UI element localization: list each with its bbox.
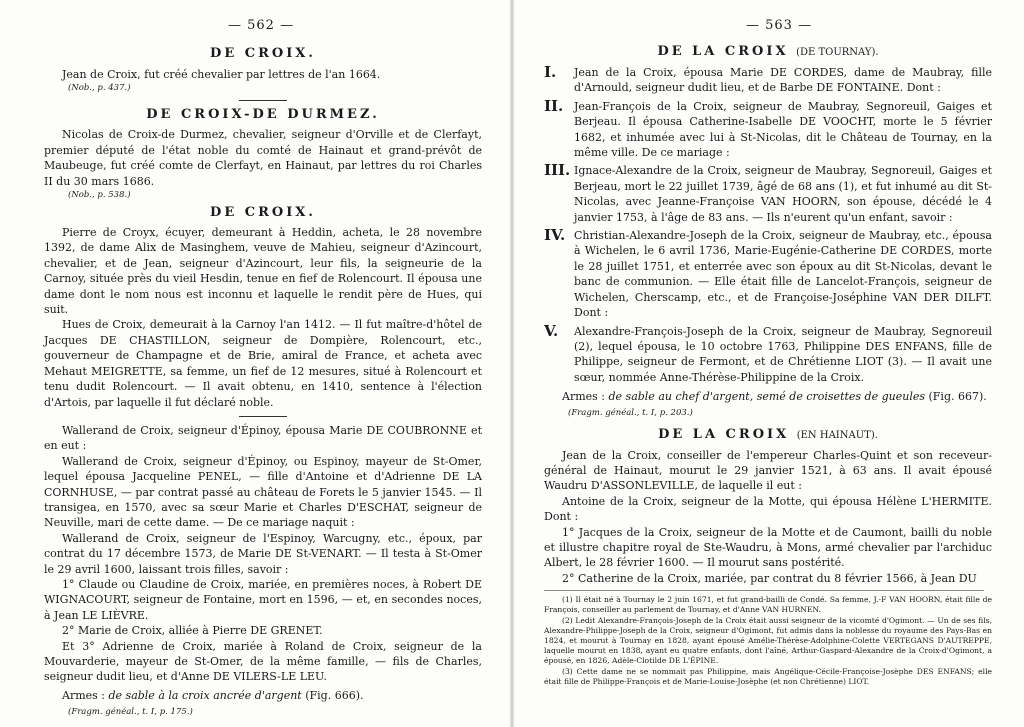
- paragraph: 2° Catherine de la Croix, mariée, par contrat du 8 février 1566, à Jean DU: [562, 571, 977, 585]
- heading: DE CROIX.: [210, 205, 316, 221]
- footnote: (3) Cette dame ne se nommait pas Philippine, mais Angélique-Cécile-Françoise-Josèphe DES ENFANS; elle était fille de Philippe-François et de Marie-Louise-Josèphe (et non Chrétienne) LIOT.: [544, 666, 992, 686]
- entry-text: Jean-François de la Croix, seigneur de Maubray, Segnoreuil, Gaiges et Berjeau. Il épousa Catherine-Isabelle DE VOOCHT, morte le 5 février 1682, et inhumée avec lui à St-Nicolas, dit le Château de Tournay, en la même ville. De ce mariage :: [574, 99, 992, 160]
- arms-figure: (Fig. 667).: [925, 390, 987, 404]
- page-number: — 563 —: [746, 18, 813, 33]
- arms-line: [44, 688, 482, 703]
- paragraph: Hues de Croix, demeurait à la Carnoy l'an 1412. — Il fut maître-d'hôtel de Jacques DE CHASTILLON, seigneur de Dompière, Rolencourt, etc., gouverneur de Champagne et de Brie, amiral de France, et acheta avec Mehaut MEIGRETTE, sa femme, un fief de 12 mesures, situé à Rolencourt et tenu dudit Rolencourt. — Il avait obtenu, en 1410, sentence à l'élection d'Artois, par laquelle il fut déclaré noble.: [44, 318, 482, 409]
- entry-text: Jean de la Croix, épousa Marie DE CORDES, dame de Maubray, fille d'Arnould, seigneur dudit lieu, et de Barbe DE FONTAINE. Dont :: [574, 66, 992, 95]
- generation-number: I.: [544, 63, 557, 81]
- reference: (Nob., p. 538.): [68, 190, 131, 201]
- divider: [239, 100, 287, 101]
- arms-line: [544, 389, 992, 404]
- paragraph: Antoine de la Croix, seigneur de la Motte, qui épousa Hélène L'HERMITE. Dont :: [544, 494, 992, 524]
- paragraph: 1° Claude ou Claudine de Croix, mariée, en premières noces, à Robert DE WIGNACOURT, seigneur de Fontaine, mort en 1596, — et, en secondes noces, à Jean LE LIÈVRE.: [44, 577, 482, 622]
- paragraph: Jean de Croix, fut créé chevalier par lettres de l'an 1664.: [62, 68, 381, 81]
- reference: (Fragm. généal., t. I, p. 203.): [568, 407, 693, 418]
- generation-number: V.: [544, 321, 559, 340]
- reference: (Nob., p. 437.): [68, 83, 131, 94]
- paragraph: Nicolas de Croix-de Durmez, chevalier, seigneur d'Orville et de Clerfayt, premier député de l'état noble du comté de Hainaut et grand-prévôt de Maubeuge, fut créé comte de Clerfayt, en Hainaut, par lettres du roi Charles II du 30 mars 1686.: [44, 128, 482, 188]
- genealogy-entry: [544, 228, 992, 320]
- reference: (Fragm. généal., t. I, p. 175.): [68, 707, 193, 718]
- arms-label: Armes :: [562, 390, 609, 404]
- entry-text: Alexandre-François-Joseph de la Croix, seigneur de Maubray, Segnoreuil (2), lequel épousa, le 10 octobre 1763, Philippine DES ENFANS, fille de Philippe, seigneur de Fermont, et de Chrétienne LIOT (3). — Il avait une sœur, nommée Anne-Thérèse-Philippine de la Croix.: [574, 324, 992, 384]
- footnote-separator: [544, 590, 984, 591]
- arms-label: Armes :: [62, 688, 109, 702]
- divider: [239, 416, 287, 417]
- heading-title: DE LA CROIX: [657, 44, 789, 59]
- paragraph: Wallerand de Croix, seigneur d'Épinoy, épousa Marie DE COUBRONNE et en eut :: [44, 423, 482, 453]
- paragraph: 2° Marie de Croix, alliée à Pierre DE GRENET.: [62, 624, 323, 638]
- entry-text: Christian-Alexandre-Joseph de la Croix, seigneur de Maubray, etc., épousa à Wichelen, le 6 avril 1736, Marie-Eugénie-Catherine DE CORDES, morte le 28 juillet 1751, et enterrée avec son époux au dit St-Nicolas, devant le banc de communion. — Elle était fille de Lancelot-François, seigneur de Wichelen, Cherscamp, etc., et de Françoise-Joséphine VAN DER DILFT. Dont :: [574, 229, 992, 320]
- entry-text: Ignace-Alexandre de la Croix, seigneur de Maubray, Segnoreuil, Gaiges et Berjeau, mort le 22 juillet 1739, âgé de 68 ans (1), et fut inhumé au dit St-Nicolas, avec Jeanne-Françoise VAN HOORN, son épouse, décédé le 4 janvier 1753, à l'âge de 83 ans. — Ils n'eurent qu'un enfant, savoir :: [574, 164, 992, 224]
- genealogy-entry: [544, 163, 992, 225]
- paragraph: Wallerand de Croix, seigneur d'Épinoy, ou Espinoy, mayeur de St-Omer, lequel épousa Jacqueline PENEL, — fille d'Antoine et d'Adrienne DE LA CORNHUSE, — par contrat passé au château de Forets le 5 janvier 1545. — Il transigea, en 1570, avec sa sœur Marie et Charles D'ESCHAT, seigneur de Neuville, mari de cette dame. — De ce mariage naquit :: [44, 454, 482, 530]
- left-text: [44, 46, 482, 718]
- right-page: [514, 0, 1024, 727]
- paragraph: Et 3° Adrienne de Croix, mariée à Roland de Croix, seigneur de la Mouvarderie, mayeur de St-Omer, de la même famille, — fils de Charles, seigneur dudit lieu, et d'Anne DE VILERS-LE LEU.: [44, 639, 482, 684]
- left-page: [0, 0, 510, 727]
- genealogy-entry: [544, 65, 992, 96]
- footnote: (2) Ledit Alexandre-François-Joseph de la Croix était aussi seigneur de la vicomté d'Ogimont. — Un de ses fils, Alexandre-Philippe-Joseph de la Croix, seigneur d'Ogimont, fut admis dans la noblesse du royaume des Pays-Bas en 1824, et mourut à Tournay en 1828, ayant épousé Amélie-Thérèse-Adolphine-Colette VERTEGANS D'AUTREPPE, laquelle mourut en 1838, ayant eu quatre enfants, dont l'aîné, Arthur-Gaspard-Alexandre de la Croix-d'Ogimont, a épousé, en 1826, Adèle-Clotilde DE L'ÉPINE.: [544, 615, 992, 666]
- arms-blazon: de sable au chef d'argent, semé de croisettes de gueules: [608, 390, 925, 404]
- paragraph: Jean de la Croix, conseiller de l'empereur Charles-Quint et son receveur-général de Hainaut, mourut le 29 janvier 1521, à 63 ans. Il avait épousé Waudru D'ASSONLEVILLE, de laquelle il eut :: [544, 448, 992, 493]
- generation-number: II.: [544, 96, 564, 115]
- genealogy-entry: [544, 96, 992, 161]
- heading: [544, 427, 992, 442]
- paragraph: Wallerand de Croix, seigneur de l'Espinoy, Warcugny, etc., époux, par contrat du 17 décembre 1573, de Marie DE St-VENART. — Il testa à St-Omer le 29 avril 1600, laissant trois filles, savoir :: [44, 531, 482, 576]
- entry-list: [544, 65, 992, 385]
- generation-number: III.: [544, 161, 571, 180]
- page-number: — 562 —: [228, 18, 295, 33]
- arms-figure: (Fig. 666).: [301, 688, 364, 702]
- heading: [544, 44, 992, 59]
- heading: DE CROIX-DE DURMEZ.: [146, 107, 380, 123]
- heading-subtitle: (DE TOURNAY).: [796, 47, 879, 58]
- right-text: [544, 44, 992, 687]
- heading-subtitle: (EN HAINAUT).: [796, 429, 878, 441]
- footnote: (1) Il était né à Tournay le 2 juin 1671, et fut grand-bailli de Condé. Sa femme, J.-F VAN HOORN, était fille de François, conseiller au parlement de Tournay, et d'Anne VAN HURNEN.: [544, 595, 992, 615]
- heading: DE CROIX.: [210, 46, 316, 61]
- paragraph: 1° Jacques de la Croix, seigneur de la Motte et de Caumont, bailli du noble et illustre chapitre royal de Ste-Waudru, à Mons, armé chevalier par l'archiduc Albert, le 28 février 1600. — Il mourut sans postérité.: [544, 525, 992, 570]
- arms-blazon: de sable à la croix ancrée d'argent: [108, 688, 302, 702]
- genealogy-entry: [544, 321, 992, 386]
- heading-title: DE LA CROIX: [658, 426, 790, 442]
- generation-number: IV.: [544, 226, 566, 245]
- paragraph: Pierre de Croyx, écuyer, demeurant à Heddin, acheta, le 28 novembre 1392, de dame Alix de Masinghem, veuve de Mahieu, seigneur d'Azincourt, chevalier, et de Jean, seigneur d'Azincourt, leur fils, la seigneurie de la Carnoy, située près du vieil Hesdin, tenue en fief de Rolencourt. Il épousa une dame dont le nom nous est inconnu et laquelle le rendit père de Hues, qui suit.: [44, 226, 482, 317]
